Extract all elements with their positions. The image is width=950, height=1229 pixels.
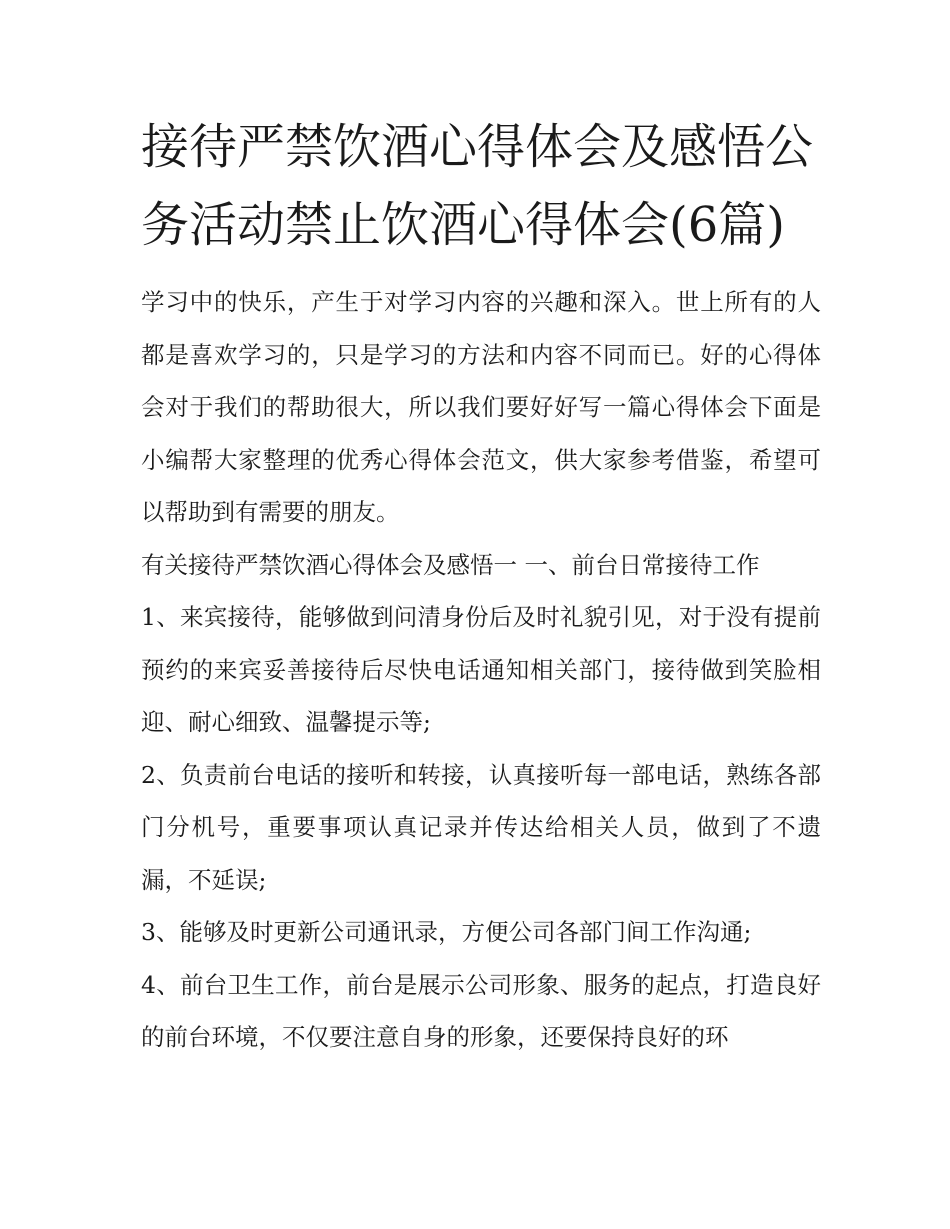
paragraph-item-3: 3、能够及时更新公司通讯录，方便公司各部门间工作沟通;: [141, 918, 752, 946]
document-body: [141, 108, 821, 1064]
paragraph-item-1: 1、来宾接待，能够做到问清身份后及时礼貌引见，对于没有提前预约的来宾妥善接待后尽快电话通知相关部门，接待做到笑脸相迎、耐心细致、温馨提示等;: [141, 603, 821, 736]
paragraph-section-heading: 有关接待严禁饮酒心得体会及感悟一 一、前台日常接待工作: [141, 550, 760, 579]
paragraph-item-4: 4、前台卫生工作，前台是展示公司形象、服务的起点，打造良好的前台环境，不仅要注意自身的形象，还要保持良好的环: [141, 970, 821, 1051]
paragraph-intro: 学习中的快乐，产生于对学习内容的兴趣和深入。世上所有的人都是喜欢学习的，只是学习的方法和内容不同而已。好的心得体会对于我们的帮助很大，所以我们要好好写一篇心得体会下面是小编帮大家整理的优秀心得体会范文，供大家参考借鉴，希望可以帮助到有需要的朋友。: [141, 288, 821, 526]
paragraph-item-2: 2、负责前台电话的接听和转接，认真接听每一部电话，熟练各部门分机号，重要事项认真记录并传达给相关人员，做到了不遗漏，不延误;: [141, 760, 821, 894]
document-title: 接待严禁饮酒心得体会及感悟公务活动禁止饮酒心得体会(6篇): [141, 119, 814, 253]
